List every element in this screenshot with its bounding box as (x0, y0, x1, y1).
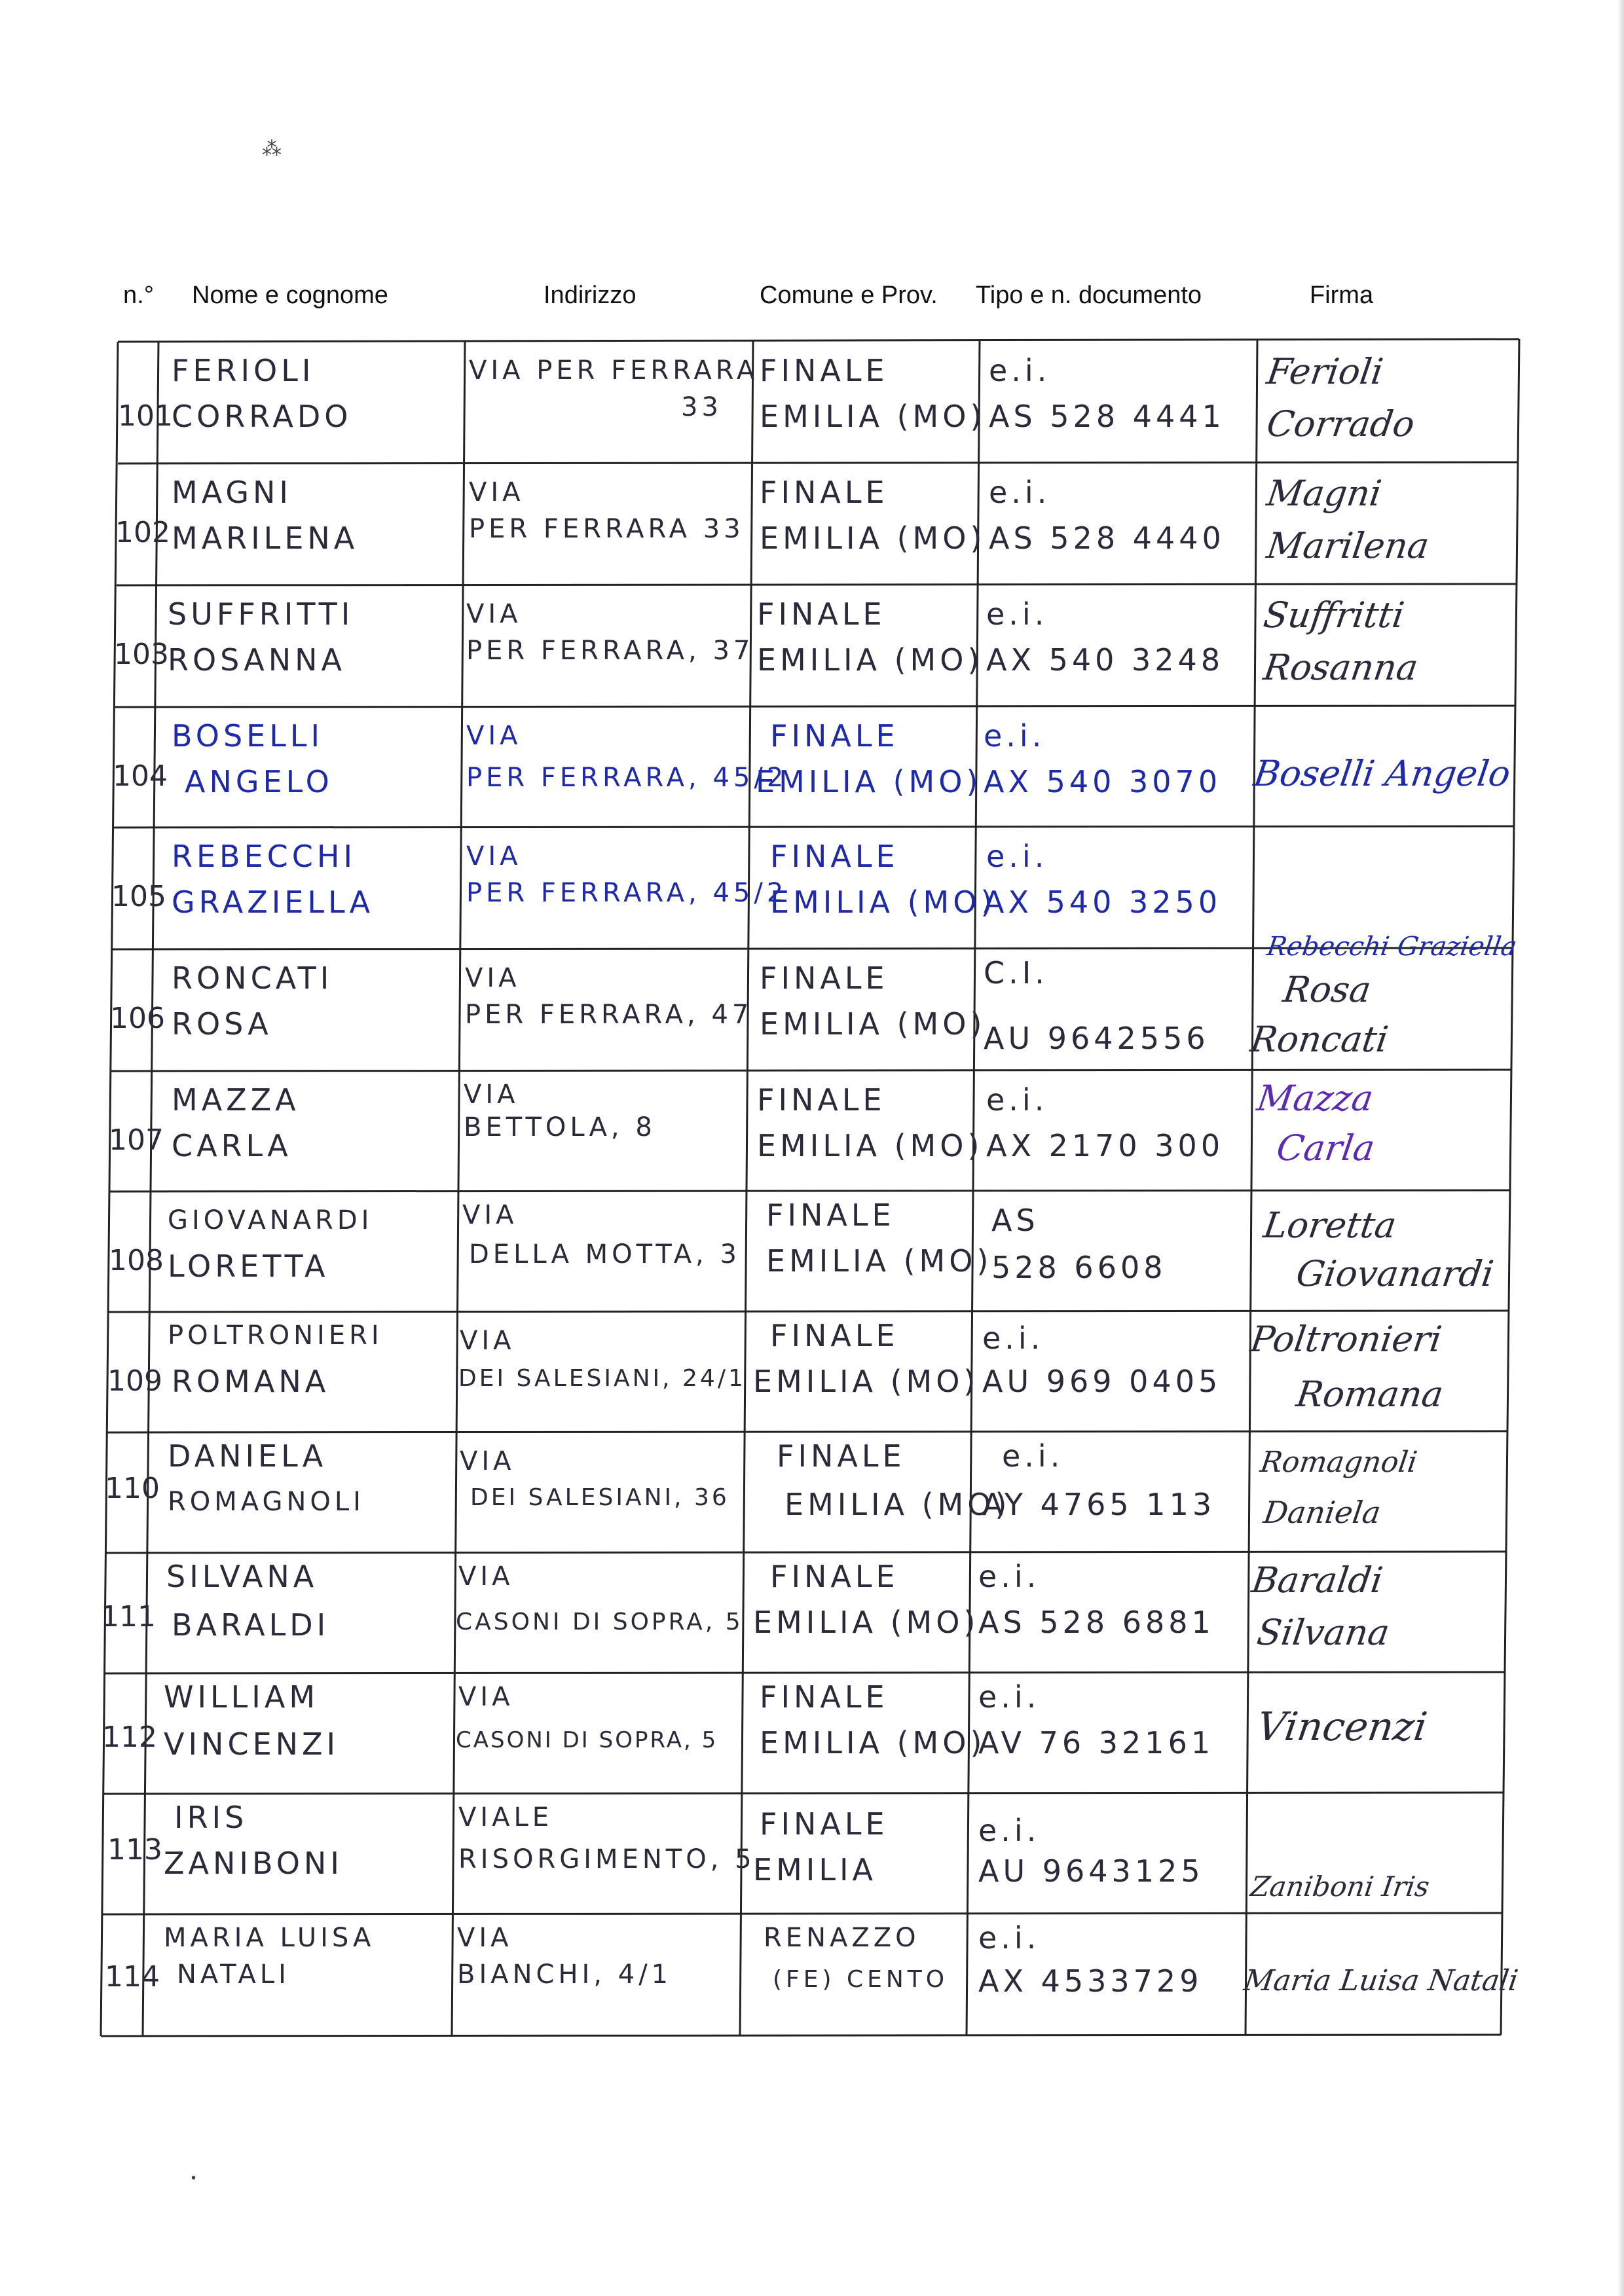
row-number: 109 (107, 1364, 162, 1398)
table-row (0, 1914, 1624, 2036)
signature-line-2: Daniela (1261, 1495, 1383, 1530)
document-number: AS 528 4441 (989, 399, 1225, 434)
address-line-2: BIANCHI, 4/1 (457, 1959, 673, 1990)
comune-line-1: FINALE (770, 1559, 899, 1594)
document-number: AU 969 0405 (982, 1364, 1222, 1399)
name-line-2: LORETTA (168, 1248, 329, 1284)
address-line-2: DEI SALESIANI, 24/1 (458, 1365, 746, 1392)
signature-line-1: Boselli Angelo (1251, 753, 1513, 794)
address-line-2: CASONI DI SOPRA, 5 (456, 1727, 718, 1753)
table-row (0, 1432, 1624, 1554)
row-number: 104 (113, 759, 168, 793)
comune-line-2: EMILIA (MO) (770, 884, 997, 920)
signature-line-2: Marilena (1264, 525, 1432, 566)
comune-line-1: FINALE (766, 1197, 895, 1233)
signature-line-1: Zaniboni Iris (1248, 1870, 1431, 1903)
name-line-1: SUFFRITTI (168, 596, 354, 632)
address-line-1: VIA (464, 1080, 519, 1110)
comune-line-1: FINALE (770, 839, 899, 874)
address-line-2: PER FERRARA, 45/2 (466, 878, 788, 908)
row-number: 105 (111, 880, 166, 913)
table-row (0, 1794, 1624, 1916)
address-line-1: VIA (458, 1561, 514, 1592)
signature-line-2: Silvana (1254, 1612, 1392, 1653)
comune-line-1: FINALE (760, 475, 889, 510)
name-line-2: ROSA (172, 1006, 272, 1042)
table-row (0, 828, 1624, 962)
table-row (0, 1673, 1624, 1795)
header-name: Nome e cognome (192, 282, 388, 309)
address-line-2: PER FERRARA, 37 (466, 636, 754, 666)
name-line-1: RONCATI (172, 960, 333, 996)
table-row (0, 707, 1624, 829)
address-line-2: CASONI DI SOPRA, 5 (456, 1609, 743, 1635)
header-number: n.° (123, 282, 154, 309)
address-line-1: VIA (457, 1923, 513, 1953)
name-line-2: GRAZIELLA (172, 884, 375, 920)
document-number: AX 4533729 (978, 1963, 1203, 1999)
signature-line-1: Rebecchi Graziella (1264, 932, 1519, 962)
document-number: AX 540 3250 (984, 884, 1222, 920)
address-line-1: VIA (466, 841, 522, 871)
signature-line-1: Magni (1264, 473, 1384, 514)
comune-line-2: EMILIA (MO) (760, 1006, 986, 1042)
document-number: AY 4765 113 (982, 1487, 1216, 1522)
row-number: 113 (107, 1833, 162, 1867)
table-row (0, 1553, 1624, 1675)
signature-line-2: Roncati (1247, 1019, 1391, 1060)
document-number: AU 9643125 (978, 1853, 1204, 1889)
name-line-2: VINCENZI (164, 1726, 340, 1762)
name-line-2: BARALDI (172, 1607, 330, 1643)
signature-line-2: Giovanardi (1293, 1253, 1496, 1294)
comune-line-2: EMILIA (753, 1852, 877, 1887)
name-line-2: ROMANA (172, 1364, 330, 1399)
document-type: e.i. (986, 1082, 1048, 1118)
signature-line-1: Ferioli (1264, 351, 1386, 392)
signature-line-2: Corrado (1264, 403, 1418, 445)
signature-line-1: Romagnoli (1258, 1446, 1420, 1479)
name-line-1: REBECCHI (172, 839, 357, 874)
row-number: 111 (101, 1600, 156, 1633)
document-number: AX 2170 300 (986, 1128, 1225, 1163)
row-number: 106 (110, 1002, 165, 1035)
row-number: 112 (102, 1721, 157, 1754)
name-line-1: IRIS (174, 1800, 248, 1835)
name-line-2: ROSANNA (168, 642, 346, 678)
signature-line-1: Vincenzi (1254, 1704, 1430, 1750)
address-line-2: DELLA MOTTA, 3 (469, 1239, 741, 1269)
stray-dot: • (191, 2171, 196, 2185)
comune-line-1: FINALE (760, 1806, 889, 1842)
comune-line-2: EMILIA (MO) (760, 399, 986, 434)
document-type: e.i. (986, 596, 1048, 632)
name-line-1: MAGNI (172, 475, 292, 510)
document-number: AS 528 6881 (978, 1605, 1215, 1640)
address-line-2: PER FERRARA, 47 (465, 1000, 753, 1030)
row-number: 107 (109, 1123, 164, 1157)
name-line-1: POLTRONIERI (168, 1321, 383, 1351)
header-comune: Comune e Prov. (760, 282, 938, 309)
table-row (0, 342, 1624, 464)
name-line-2: ANGELO (185, 764, 333, 799)
signature-line-1: Baraldi (1249, 1559, 1386, 1601)
comune-line-1: FINALE (757, 596, 886, 632)
table-row (0, 585, 1624, 707)
address-line-1: VIA (462, 1200, 518, 1230)
table-row (0, 464, 1624, 585)
document-type: e.i. (986, 839, 1048, 874)
address-line-1: VIA PER FERRARA (469, 355, 759, 386)
name-line-1: DANIELA (168, 1438, 327, 1474)
document-type: e.i. (984, 718, 1046, 754)
name-line-2: CARLA (172, 1128, 292, 1163)
name-line-2: NATALI (177, 1959, 290, 1990)
name-line-1: GIOVANARDI (168, 1205, 373, 1235)
address-line-2: PER FERRARA 33 (469, 514, 745, 544)
document-type: e.i. (978, 1679, 1041, 1715)
name-line-1: MAZZA (172, 1082, 300, 1118)
address-line-2: BETTOLA, 8 (464, 1112, 656, 1142)
document-type: e.i. (1002, 1438, 1064, 1474)
comune-line-2: EMILIA (MO) (766, 1243, 993, 1279)
comune-line-2: EMILIA (MO) (756, 764, 982, 799)
signature-line-1: Poltronieri (1247, 1319, 1445, 1360)
header-signature: Firma (1310, 282, 1374, 309)
name-line-2: ROMAGNOLI (168, 1487, 365, 1517)
table-row (0, 1071, 1624, 1193)
comune-line-2: EMILIA (MO) (753, 1605, 980, 1640)
signature-line-1: Suffritti (1261, 594, 1407, 636)
comune-line-2: EMILIA (MO) (757, 1128, 984, 1163)
document-type: AS (991, 1203, 1039, 1238)
comune-line-1: FINALE (770, 1318, 899, 1353)
comune-line-1: FINALE (760, 960, 889, 996)
address-line-2: RISORGIMENTO, 5 (458, 1844, 756, 1874)
row-number: 101 (118, 399, 173, 433)
document-number: AX 540 3248 (986, 642, 1225, 678)
address-line-1: VIA (460, 1446, 515, 1476)
row-number: 102 (115, 516, 170, 549)
comune-line-2: EMILIA (MO) (760, 1725, 986, 1760)
comune-line-1: FINALE (757, 1082, 886, 1118)
table-row (0, 949, 1624, 1071)
address-line-1: VIA (466, 599, 522, 629)
document-type: e.i. (978, 1920, 1041, 1956)
document-type: e.i. (978, 1813, 1041, 1848)
name-line-1: WILLIAM (164, 1679, 320, 1715)
document-number: AV 76 32161 (978, 1725, 1215, 1760)
comune-line-1: FINALE (777, 1438, 906, 1474)
name-line-2: ZANIBONI (164, 1846, 343, 1881)
address-line-1: VIA (465, 963, 521, 993)
name-line-1: BOSELLI (172, 718, 324, 754)
row-number: 108 (109, 1244, 164, 1277)
document-number: AX 540 3070 (984, 764, 1222, 799)
comune-line-1: RENAZZO (764, 1923, 920, 1953)
address-line-1: VIALE (458, 1802, 553, 1832)
address-line-2: PER FERRARA, 45/2 (466, 763, 788, 793)
stray-mark: ⁂ (262, 138, 282, 160)
comune-line-2: (FE) CENTO (773, 1966, 949, 1993)
signature-line-1: Loretta (1261, 1205, 1399, 1246)
document-number: 528 6608 (991, 1250, 1167, 1285)
document-number: AS 528 4440 (989, 520, 1225, 556)
address-line-1: VIA (469, 477, 525, 507)
document-number: AU 9642556 (984, 1021, 1209, 1056)
table-row (0, 1192, 1624, 1313)
comune-line-1: FINALE (770, 718, 899, 754)
name-line-2: CORRADO (172, 399, 352, 434)
name-line-1: MARIA LUISA (164, 1923, 375, 1953)
name-line-2: MARILENA (172, 520, 359, 556)
signature-line-1: Mazza (1254, 1078, 1376, 1119)
signature-line-1: Maria Luisa Natali (1242, 1964, 1521, 1997)
header-document: Tipo e n. documento (976, 282, 1202, 309)
address-line-2: DEI SALESIANI, 36 (470, 1484, 729, 1511)
comune-line-1: FINALE (760, 353, 889, 388)
signature-line-2: Carla (1274, 1127, 1378, 1169)
header-address: Indirizzo (544, 282, 637, 309)
row-number: 110 (105, 1472, 160, 1505)
comune-line-1: FINALE (760, 1679, 889, 1715)
name-line-1: FERIOLI (172, 353, 315, 388)
document-type: e.i. (978, 1559, 1041, 1594)
address-line-1: VIA (460, 1326, 515, 1356)
comune-line-2: EMILIA (MO) (757, 642, 984, 678)
signature-line-2: Rosanna (1261, 647, 1421, 688)
document-type: C.I. (984, 955, 1048, 991)
document-type: e.i. (989, 475, 1051, 510)
table-row (0, 1312, 1624, 1434)
document-type: e.i. (989, 353, 1051, 388)
comune-line-2: EMILIA (MO) (753, 1364, 980, 1399)
scan-edge-shadow (1617, 0, 1624, 2296)
address-line-2: 33 (681, 392, 722, 422)
signature-line-2: Romana (1293, 1374, 1447, 1415)
row-number: 103 (114, 638, 169, 671)
address-line-1: VIA (458, 1682, 514, 1712)
document-type: e.i. (982, 1321, 1044, 1356)
comune-line-2: EMILIA (MO) (784, 1487, 1011, 1522)
comune-line-2: EMILIA (MO) (760, 520, 986, 556)
signature-line-1: Rosa (1280, 969, 1374, 1010)
address-line-1: VIA (466, 721, 522, 751)
row-number: 114 (105, 1960, 160, 1994)
name-line-1: SILVANA (166, 1559, 318, 1594)
